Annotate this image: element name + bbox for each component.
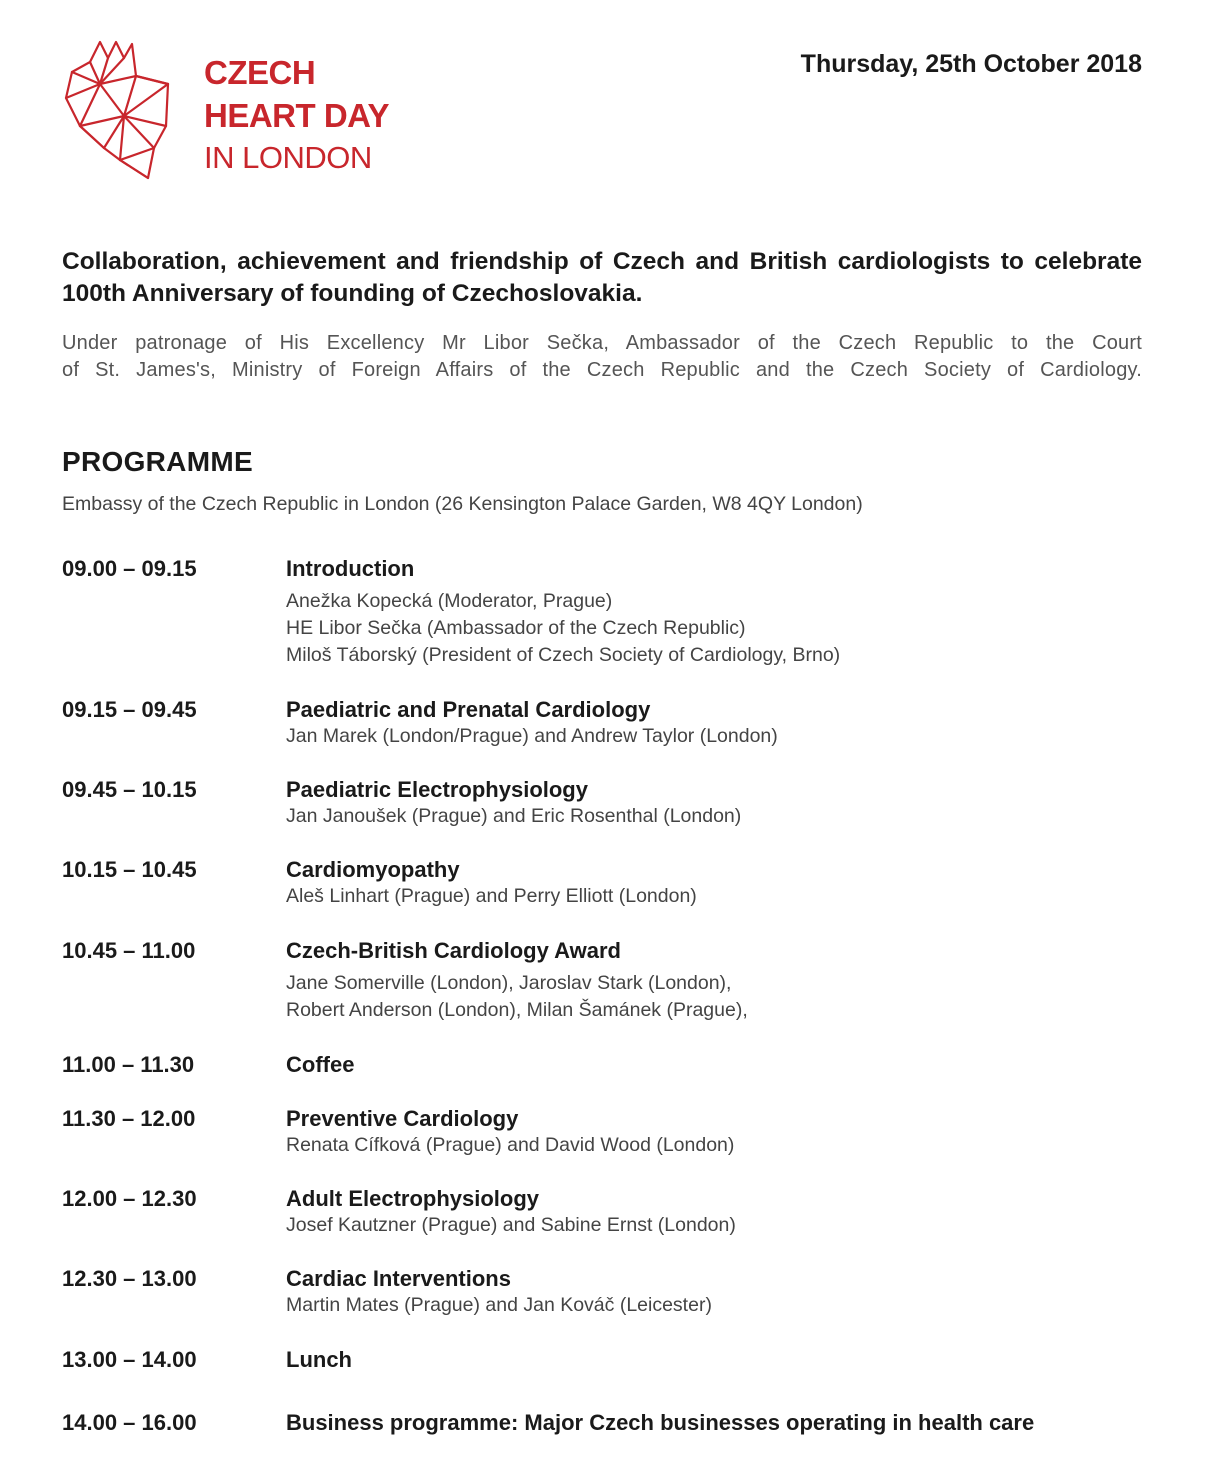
session-time: 10.15 – 10.45: [62, 857, 197, 882]
session-time: 09.00 – 09.15: [62, 556, 197, 581]
programme-title: PROGRAMME: [62, 446, 253, 477]
brand-line-3: IN LONDON: [204, 140, 372, 175]
session-speakers: [286, 588, 840, 669]
session-speakers: [286, 970, 748, 1024]
session-title: Czech-British Cardiology Award: [286, 938, 621, 963]
speaker-line: Jane Somerville (London), Jaroslav Stark (London),: [286, 972, 732, 994]
session-time: 14.00 – 16.00: [62, 1410, 197, 1435]
session-title: Adult Electrophysiology: [286, 1186, 540, 1211]
patronage-text: [62, 330, 1142, 384]
speaker-line: Josef Kautzner (Prague) and Sabine Ernst (London): [286, 1214, 736, 1236]
speaker-line: HE Libor Sečka (Ambassador of the Czech Republic): [286, 617, 746, 639]
speaker-line: Miloš Táborský (President of Czech Society of Cardiology, Brno): [286, 644, 841, 666]
speaker-line: Renata Cífková (Prague) and David Wood (London): [286, 1134, 735, 1156]
session-time: 09.15 – 09.45: [62, 697, 197, 722]
patronage-line-1: Under patronage of His Excellency Mr Libor Sečka, Ambassador of the Czech Republic to the Court: [62, 332, 1142, 354]
session-time: 13.00 – 14.00: [62, 1347, 197, 1372]
session-speakers: [286, 883, 697, 910]
session-title: Cardiac Interventions: [286, 1266, 511, 1291]
session-speakers: [286, 723, 778, 750]
speaker-line: Anežka Kopecká (Moderator, Prague): [286, 590, 613, 612]
brand-line-2: HEART DAY: [204, 97, 389, 134]
brand-line-1: CZECH: [204, 54, 316, 91]
speaker-line: Jan Marek (London/Prague) and Andrew Taylor (London): [286, 725, 778, 747]
session-time: 12.30 – 13.00: [62, 1266, 197, 1291]
speaker-line: Robert Anderson (London), Milan Šamánek (Prague),: [286, 999, 748, 1021]
session-title: Business programme: Major Czech businesses operating in health care: [286, 1410, 1035, 1435]
speaker-line: Martin Mates (Prague) and Jan Kováč (Leicester): [286, 1294, 712, 1316]
session-title: Cardiomyopathy: [286, 857, 460, 882]
event-headline: Collaboration, achievement and friendship of Czech and British cardiologists to celebrate 100th Anniversary of founding of Czechoslovakia.: [62, 248, 1142, 307]
venue-text: Embassy of the Czech Republic in London (26 Kensington Palace Garden, W8 4QY London): [62, 493, 863, 515]
session-title: Introduction: [286, 556, 415, 581]
polygonal-heart-icon: [64, 36, 170, 182]
session-speakers: [286, 803, 741, 830]
session-time: 09.45 – 10.15: [62, 777, 197, 802]
session-title: Lunch: [286, 1347, 352, 1372]
session-time: 11.00 – 11.30: [62, 1052, 195, 1077]
session-title: Coffee: [286, 1052, 355, 1077]
session-speakers: [286, 1212, 736, 1239]
patronage-line-2: of St. James's, Ministry of Foreign Affairs of the Czech Republic and the Czech Society of Cardiology.: [62, 359, 1142, 381]
session-title: Paediatric Electrophysiology: [286, 777, 588, 802]
session-time: 12.00 – 12.30: [62, 1186, 197, 1211]
session-speakers: [286, 1132, 734, 1159]
speaker-line: Aleš Linhart (Prague) and Perry Elliott (London): [286, 885, 697, 907]
session-time: 10.45 – 11.00: [62, 938, 196, 963]
event-brand: [204, 56, 389, 173]
session-time: 11.30 – 12.00: [62, 1106, 196, 1131]
event-date: Thursday, 25th October 2018: [800, 50, 1142, 78]
speaker-line: Jan Janoušek (Prague) and Eric Rosenthal (London): [286, 805, 742, 827]
session-title: Preventive Cardiology: [286, 1106, 519, 1131]
session-speakers: [286, 1292, 712, 1319]
session-title: Paediatric and Prenatal Cardiology: [286, 697, 651, 722]
